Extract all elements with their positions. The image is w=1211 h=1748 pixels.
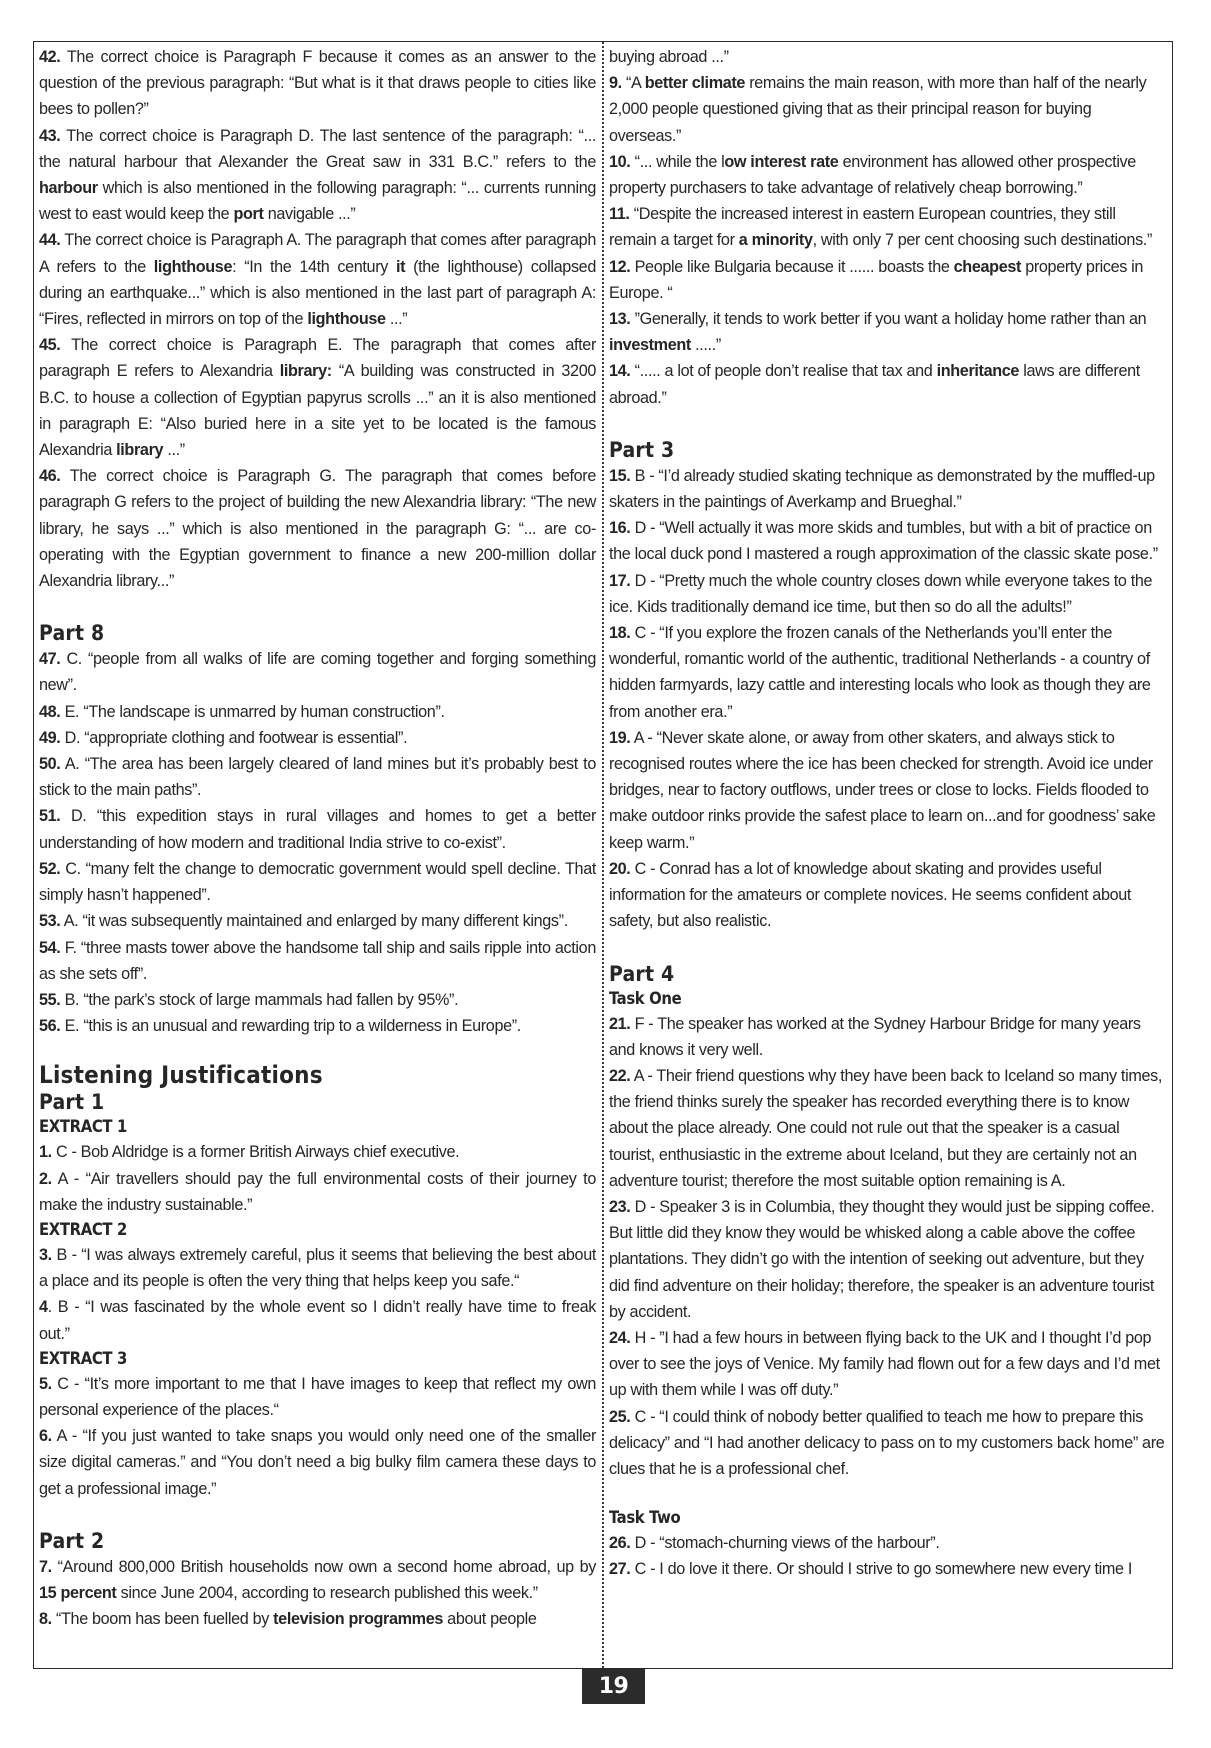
entry-text: D - “Well actually it was more skids and tumbles, but with a bit of practice on the local duck pond I mastered a rough approximation of the classic skate pose.” — [609, 519, 1158, 564]
extract-1-heading: EXTRACT 1 — [39, 1117, 128, 1137]
entry-number: 8. — [39, 1610, 52, 1629]
entry-number: 1. — [39, 1143, 52, 1162]
entry-number: 15. — [609, 466, 631, 485]
entry-number: 17. — [609, 571, 631, 590]
task-two-heading: Task Two — [609, 1508, 681, 1528]
entry-46 — [39, 463, 596, 594]
entry-text: The correct choice is Paragraph E. The paragraph that comes after paragraph E refers to Alexandria — [39, 336, 596, 381]
entry-text: “A — [625, 74, 645, 93]
entry-number: 50. — [39, 755, 61, 774]
entry-number: 24. — [609, 1328, 631, 1347]
entry-number: 51. — [39, 807, 61, 826]
entry-text: H - ”I had a few hours in between flying back to the UK and I thought I’d pop over to see the joys of Venice. My family had flown out for a few days and I’d met up with them while I was off duty.” — [609, 1328, 1160, 1400]
entry-number: 42. — [39, 48, 61, 66]
entry-50 — [39, 751, 596, 803]
entry-23 — [609, 1194, 1166, 1325]
entry-8 — [39, 1606, 596, 1632]
part-2-heading: Part 2 — [39, 1528, 105, 1553]
entry-text: “..... a lot of people don’t realise that tax and — [634, 362, 937, 381]
entry-number: 54. — [39, 938, 61, 957]
entry-11 — [609, 201, 1166, 253]
entry-text: The correct choice is Paragraph D. The last sentence of the paragraph: “... the natural harbour that Alexander the Great saw in 331 B.C.” refers to the — [39, 126, 596, 171]
entry-text: buying abroad ...” — [609, 48, 729, 66]
entry-number: 19. — [609, 728, 631, 747]
entry-text: People like Bulgaria because it ...... boasts the — [634, 257, 954, 276]
entry-2 — [39, 1166, 596, 1218]
entry-text: E. “The landscape is unmarred by human construction”. — [64, 702, 445, 721]
entry-47 — [39, 646, 596, 698]
entry-number: 18. — [609, 624, 631, 643]
left-column — [39, 44, 596, 1668]
entry-text: . B - “I was fascinated by the whole event so I didn’t really have time to freak out.” — [39, 1298, 596, 1343]
entry-51 — [39, 803, 596, 855]
entry-15 — [609, 463, 1166, 515]
entry-text: A - “If you just wanted to take snaps you would only need one of the smaller size digital cameras.” and “You don’t need a big bulky film camera these days to get a professional image.” — [39, 1427, 596, 1498]
entry-text: “Around 800,000 British households now own a second home abroad, up by — [57, 1557, 596, 1576]
entry-text: D - Speaker 3 is in Columbia, they thought they would just be sipping coffee. But little did they know they would be whisked along a cable above the coffee plantations. They didn’t go with the intention of seeking out adventure, but they did find adventure on their holiday; therefore, the speaker is an adventure tourist by accident. — [609, 1197, 1155, 1321]
entry-number: 25. — [609, 1407, 631, 1426]
emphasis-text: television programmes — [273, 1610, 444, 1629]
entry-text: C - Conrad has a lot of knowledge about skating and provides useful information for the amateurs or complete novices. He seems confident about safety, but also realistic. — [609, 859, 1132, 931]
entry-9 — [609, 70, 1166, 149]
entry-text: remains the main reason, with more than half of the nearly 2,000 people questioned giving that as their principal reason for buying overseas.” — [609, 74, 1147, 145]
entry-56 — [39, 1013, 596, 1039]
entry-number: 4 — [39, 1298, 48, 1317]
part-4-heading: Part 4 — [609, 961, 675, 986]
entry-text: property prices in Europe. “ — [609, 257, 1144, 302]
entry-text: C - “I could think of nobody better qualified to teach me how to prepare this delicacy” and “I had another delicacy to pass on to my customers back home” are clues that he is a professional chef. — [609, 1407, 1165, 1478]
emphasis-text: harbour — [39, 179, 98, 198]
entry-20 — [609, 856, 1166, 935]
entry-text: F - The speaker has worked at the Sydney Harbour Bridge for many years and knows it very well. — [609, 1014, 1141, 1059]
entry-number: 43. — [39, 126, 61, 145]
entry-number: 12. — [609, 257, 631, 276]
entry-text: A. “The area has been largely cleared of land mines but it’s probably best to stick to the main paths”. — [39, 755, 596, 800]
entry-text: C. “many felt the change to democratic government would spell decline. That simply hasn’t happened”. — [39, 859, 597, 905]
entry-number: 55. — [39, 990, 61, 1009]
entry-number: 16. — [609, 519, 631, 538]
entry-number: 44. — [39, 231, 61, 250]
entry-44 — [39, 227, 596, 332]
entry-number: 48. — [39, 702, 61, 721]
entry-text: , with only 7 per cent choosing such destinations.” — [812, 231, 1152, 250]
entry-5 — [39, 1371, 596, 1423]
entry-text: “Despite the increased interest in eastern European countries, they still remain a target for — [609, 205, 1116, 250]
part-8-heading: Part 8 — [39, 621, 105, 646]
entry-text: The correct choice is Paragraph G. The paragraph that comes before paragraph G refers to the project of building the new Alexandria library: “The new library, he says ...” which is also mentioned in the paragraph G: “... are co-operating with the Egyptian government to finance a new 200-million dollar Alexandria library...” — [39, 467, 596, 591]
entry-number: 53. — [39, 912, 61, 931]
entry-text: ...” — [163, 441, 185, 460]
entry-text: B. “the park’s stock of large mammals had fallen by 95%”. — [64, 990, 459, 1009]
listening-justifications-heading: Listening Justifications — [39, 1061, 323, 1090]
emphasis-text: ow interest rate — [724, 152, 839, 171]
entry-4 — [39, 1294, 596, 1346]
entry-27 — [609, 1556, 1166, 1582]
entry-number: 9. — [609, 74, 622, 93]
entry-25 — [609, 1404, 1166, 1483]
entry-24 — [609, 1325, 1166, 1404]
entry-text: “A building was constructed in 3200 B.C. to house a collection of Egyptian papyrus scrolls ...” an it is also mentioned in paragraph E: “Also buried here in a site yet to be located is the famous Alexandria — [39, 362, 596, 460]
entry-text: The correct choice is Paragraph F because it comes as an answer to the question of the previous paragraph: “But what is it that draws people to cities like bees to pollen?” — [39, 48, 596, 119]
entry-number: 26. — [609, 1534, 631, 1553]
entry-53 — [39, 908, 596, 934]
page-number: 19 — [582, 1669, 645, 1704]
entry-text: since June 2004, according to research published this week.” — [116, 1583, 538, 1602]
entry-26 — [609, 1530, 1166, 1556]
entry-text: “The boom has been fuelled by — [55, 1610, 274, 1629]
entry-text: ”Generally, it tends to work better if you want a holiday home rather than an — [634, 310, 1147, 329]
entry-text: C - Bob Aldridge is a former British Airways chief executive. — [55, 1143, 460, 1162]
entry-8-continued — [609, 44, 1166, 70]
emphasis-text: a minority — [738, 231, 813, 250]
entry-42 — [39, 44, 596, 123]
emphasis-text: it — [395, 257, 406, 276]
emphasis-text: library — [116, 441, 164, 460]
emphasis-text: lighthouse — [307, 310, 386, 329]
entry-text: A - “Never skate alone, or away from other skaters, and always stick to recognised routes where the ice has been checked for strength. Avoid ice under bridges, near to factory outflows, under trees or close to locks. Fields flooded to make outdoor rinks provide the safest place to learn on...and for goodness’ sake keep warm.” — [609, 728, 1156, 852]
entry-text: D. “appropriate clothing and footwear is essential”. — [64, 728, 408, 747]
emphasis-text: port — [233, 205, 264, 224]
entry-number: 10. — [609, 152, 631, 171]
entry-text: C - “It’s more important to me that I have images to keep that reflect my own personal experience of the places.“ — [39, 1374, 596, 1419]
part-3-heading: Part 3 — [609, 437, 675, 462]
entry-14 — [609, 358, 1166, 410]
emphasis-text: inheritance — [936, 362, 1020, 381]
emphasis-text: cheapest — [953, 257, 1022, 276]
entry-text: D - “Pretty much the whole country closes down while everyone takes to the ice. Kids traditionally demand ice time, but then so do all the adults!” — [609, 571, 1153, 616]
entry-text: which is also mentioned in the following paragraph: “... currents running west to east would keep the — [39, 179, 596, 224]
entry-text: A. “it was subsequently maintained and enlarged by many different kings”. — [63, 912, 568, 931]
entry-text: : “In the 14th century — [232, 257, 396, 276]
entry-text: B - “I was always extremely careful, plus it seems that believing the best about a place and its people is often the very thing that helps keep you safe.“ — [39, 1245, 596, 1291]
column-divider — [602, 42, 604, 1668]
entry-17 — [609, 568, 1166, 620]
entry-55 — [39, 987, 596, 1013]
entry-text: B - “I’d already studied skating technique as demonstrated by the muffled-up skaters in the paintings of Averkamp and Brueghal.” — [609, 466, 1155, 512]
entry-text: A - “Air travellers should pay the full environmental costs of their journey to make the industry sustainable.” — [39, 1169, 596, 1214]
entry-12 — [609, 254, 1166, 306]
task-one-heading: Task One — [609, 988, 682, 1008]
entry-number: 6. — [39, 1427, 52, 1446]
entry-3 — [39, 1242, 596, 1294]
entry-number: 14. — [609, 362, 631, 381]
entry-number: 3. — [39, 1245, 52, 1264]
entry-1 — [39, 1139, 596, 1165]
entry-text: C - “If you explore the frozen canals of the Netherlands you’ll enter the wonderful, romantic world of the authentic, traditional Netherlands - a country of hidden farmyards, lazy cattle and interesting locals who look as though they are from another era.” — [609, 624, 1151, 721]
entry-number: 22. — [609, 1066, 631, 1085]
entry-text: C - I do love it there. Or should I strive to go somewhere new every time I — [634, 1560, 1132, 1579]
emphasis-text: 15 percent — [39, 1583, 117, 1602]
entry-number: 13. — [609, 310, 631, 329]
entry-52 — [39, 856, 596, 908]
entry-text: E. “this is an unusual and rewarding trip to a wilderness in Europe”. — [64, 1017, 521, 1036]
entry-number: 45. — [39, 336, 61, 355]
entry-number: 23. — [609, 1197, 631, 1216]
emphasis-text: better climate — [644, 74, 746, 93]
entry-text: A - Their friend questions why they have been back to Iceland so many times, the friend thinks surely the speaker has recorded everything there is to know about the place already. One could not rule out that the speaker is a casual tourist, enthusiastic in the extreme about Iceland, but they are certainly not an adventure tourist; therefore the most suitable option remaining is A. — [609, 1066, 1162, 1190]
entry-text: navigable ...” — [263, 205, 356, 224]
entry-45 — [39, 332, 596, 463]
entry-54 — [39, 935, 596, 987]
entry-19 — [609, 725, 1166, 856]
extract-3-heading: EXTRACT 3 — [39, 1348, 128, 1368]
entry-number: 49. — [39, 728, 61, 747]
reading-part7-justifications — [39, 44, 596, 594]
entry-48 — [39, 699, 596, 725]
entry-21 — [609, 1011, 1166, 1063]
entry-number: 7. — [39, 1557, 52, 1576]
entry-22 — [609, 1063, 1166, 1194]
entry-6 — [39, 1423, 596, 1502]
right-column — [609, 44, 1166, 1668]
entry-number: 27. — [609, 1560, 631, 1579]
entry-number: 47. — [39, 650, 61, 669]
entry-10 — [609, 149, 1166, 201]
entry-49 — [39, 725, 596, 751]
entry-text: about people — [443, 1610, 537, 1629]
entry-43 — [39, 123, 596, 228]
entry-18 — [609, 620, 1166, 725]
part-8-list — [39, 646, 596, 1039]
entry-text: ...” — [385, 310, 408, 329]
entry-text: “... while the l — [634, 152, 725, 171]
emphasis-text: lighthouse — [153, 257, 233, 276]
entry-number: 52. — [39, 859, 61, 878]
entry-text: C. “people from all walks of life are coming together and forging something new”. — [39, 650, 596, 695]
entry-number: 5. — [39, 1374, 52, 1393]
entry-text: laws are different abroad.” — [609, 362, 1140, 407]
entry-text: (the lighthouse) collapsed during an earthquake...” which is also mentioned in the last part of paragraph A: “Fires, reflected in mirrors on top of the — [39, 257, 596, 329]
entry-16 — [609, 515, 1166, 567]
entry-number: 56. — [39, 1017, 61, 1036]
entry-number: 2. — [39, 1169, 52, 1188]
entry-text: F. “three masts tower above the handsome tall ship and sails ripple into action as she sets off”. — [39, 938, 596, 983]
entry-text: .....” — [690, 336, 721, 355]
entry-number: 46. — [39, 467, 61, 486]
entry-7 — [39, 1554, 596, 1606]
emphasis-text: investment — [609, 336, 691, 355]
emphasis-text: library: — [279, 362, 332, 381]
extract-2-heading: EXTRACT 2 — [39, 1219, 128, 1239]
answer-key-frame — [33, 41, 1173, 1669]
entry-number: 11. — [609, 205, 630, 224]
entry-13 — [609, 306, 1166, 358]
entry-text: The correct choice is Paragraph A. The paragraph that comes after paragraph A refers to the — [39, 231, 596, 276]
part-1-heading: Part 1 — [39, 1090, 105, 1115]
entry-text: D. “this expedition stays in rural villages and homes to get a better understanding of how modern and traditional India strive to co-exist”. — [39, 807, 596, 852]
entry-text: environment has allowed other prospective property purchasers to take advantage of relatively cheap borrowing.” — [609, 152, 1136, 198]
entry-number: 20. — [609, 859, 631, 878]
entry-number: 21. — [609, 1014, 631, 1033]
entry-text: D - “stomach-churning views of the harbour”. — [634, 1534, 940, 1553]
